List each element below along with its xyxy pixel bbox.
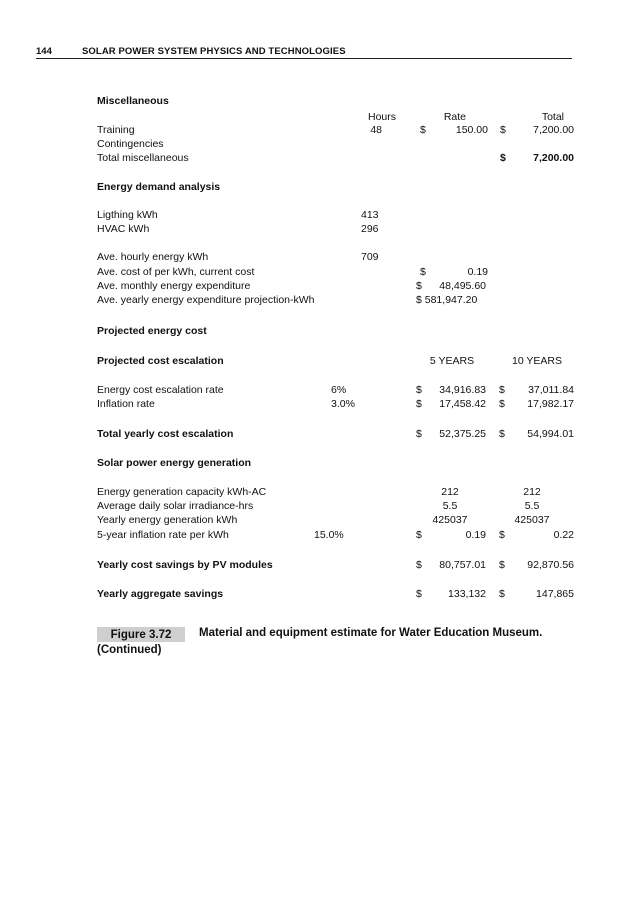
column-header-5-years: 5 YEARS [429, 355, 475, 367]
total-escalation-10y-currency: $ [499, 428, 505, 440]
pv-savings-5y: 80,757.01 [439, 559, 486, 571]
total-miscellaneous-label: Total miscellaneous [97, 152, 189, 164]
escalation-5y-currency: $ [416, 384, 422, 396]
pv-savings-label: Yearly cost savings by PV modules [97, 559, 273, 571]
hourly-energy-value: 709 [361, 251, 379, 263]
inflation-per-kwh-5y: 0.19 [465, 529, 486, 541]
training-label: Training [97, 124, 135, 136]
contingencies-label: Contingencies [97, 138, 164, 150]
aggregate-savings-label: Yearly aggregate savings [97, 588, 224, 600]
cost-per-kwh-value: 0.19 [467, 266, 488, 278]
solar-irradiance-label: Average daily solar irradiance-hrs [97, 500, 254, 512]
hvac-label: HVAC kWh [97, 223, 150, 235]
figure-caption-continued: (Continued) [97, 644, 162, 656]
monthly-expenditure-value: 48,495.60 [439, 280, 486, 292]
escalation-rate-percent: 6% [331, 384, 347, 396]
inflation-rate-label: Inflation rate [97, 398, 155, 410]
generation-capacity-5y: 212 [441, 486, 459, 498]
inflation-per-kwh-10y-currency: $ [499, 529, 505, 541]
escalation-10y-currency: $ [499, 384, 505, 396]
inflation-per-kwh-percent: 15.0% [314, 529, 344, 541]
inflation-10y-value: 17,982.17 [527, 398, 574, 410]
total-yearly-escalation-label: Total yearly cost escalation [97, 428, 234, 440]
yearly-expenditure-label: Ave. yearly energy expenditure projection-kWh [97, 294, 315, 306]
section-heading-miscellaneous: Miscellaneous [97, 95, 169, 107]
column-header-total: Total [541, 111, 564, 123]
total-miscellaneous-currency: $ [500, 152, 506, 164]
total-escalation-10y-value: 54,994.01 [527, 428, 574, 440]
header-rule [36, 58, 572, 59]
inflation-per-kwh-5y-currency: $ [416, 529, 422, 541]
cost-per-kwh-currency: $ [420, 266, 426, 278]
aggregate-savings-10y: 147,865 [536, 588, 574, 600]
solar-irradiance-5y: 5.5 [442, 500, 458, 512]
generation-capacity-label: Energy generation capacity kWh-AC [97, 486, 267, 498]
pv-savings-10y: 92,870.56 [527, 559, 574, 571]
inflation-per-kwh-label: 5-year inflation rate per kWh [97, 529, 229, 541]
inflation-10y-currency: $ [499, 398, 505, 410]
lighting-value: 413 [361, 209, 379, 221]
training-rate: 150.00 [455, 124, 488, 136]
training-rate-currency: $ [420, 124, 426, 136]
solar-irradiance-10y: 5.5 [524, 500, 540, 512]
yearly-generation-label: Yearly energy generation kWh [97, 514, 238, 526]
inflation-5y-currency: $ [416, 398, 422, 410]
training-total-currency: $ [500, 124, 506, 136]
inflation-per-kwh-10y: 0.22 [553, 529, 574, 541]
inflation-5y-value: 17,458.42 [439, 398, 486, 410]
generation-capacity-10y: 212 [523, 486, 541, 498]
escalation-10y-value: 37,011.84 [528, 384, 574, 396]
yearly-generation-5y: 425037 [432, 514, 468, 526]
training-total: 7,200.00 [533, 124, 574, 136]
section-heading-energy-demand: Energy demand analysis [97, 181, 221, 193]
page-number: 144 [36, 46, 52, 57]
total-escalation-5y-currency: $ [416, 428, 422, 440]
pv-savings-5y-currency: $ [416, 559, 422, 571]
training-hours: 48 [370, 124, 382, 136]
column-header-rate: Rate [443, 111, 466, 123]
hvac-value: 296 [361, 223, 379, 235]
yearly-generation-10y: 425037 [514, 514, 550, 526]
total-escalation-5y-value: 52,375.25 [439, 428, 486, 440]
figure-caption: Material and equipment estimate for Water Education Museum. [199, 627, 543, 639]
section-heading-solar-generation: Solar power energy generation [97, 457, 252, 469]
lighting-label: Ligthing kWh [97, 209, 158, 221]
escalation-5y-value: 34,916.83 [439, 384, 486, 396]
column-header-hours: Hours [367, 111, 396, 123]
running-title: SOLAR POWER SYSTEM PHYSICS AND TECHNOLOGIES [82, 46, 346, 57]
total-miscellaneous-value: 7,200.00 [533, 152, 574, 164]
aggregate-savings-5y-currency: $ [416, 588, 422, 600]
section-heading-projected-energy-cost: Projected energy cost [97, 325, 207, 337]
column-header-10-years: 10 YEARS [511, 355, 562, 367]
figure-label: Figure 3.72 [97, 627, 185, 642]
hourly-energy-label: Ave. hourly energy kWh [97, 251, 209, 263]
monthly-expenditure-currency: $ [416, 280, 422, 292]
pv-savings-10y-currency: $ [499, 559, 505, 571]
section-heading-projected-cost-escalation: Projected cost escalation [97, 355, 224, 367]
escalation-rate-label: Energy cost escalation rate [97, 384, 224, 396]
inflation-rate-percent: 3.0% [331, 398, 355, 410]
aggregate-savings-5y: 133,132 [448, 588, 486, 600]
aggregate-savings-10y-currency: $ [499, 588, 505, 600]
monthly-expenditure-label: Ave. monthly energy expenditure [97, 280, 251, 292]
cost-per-kwh-label: Ave. cost of per kWh, current cost [97, 266, 255, 278]
yearly-expenditure-value: $ 581,947.20 [416, 294, 478, 306]
